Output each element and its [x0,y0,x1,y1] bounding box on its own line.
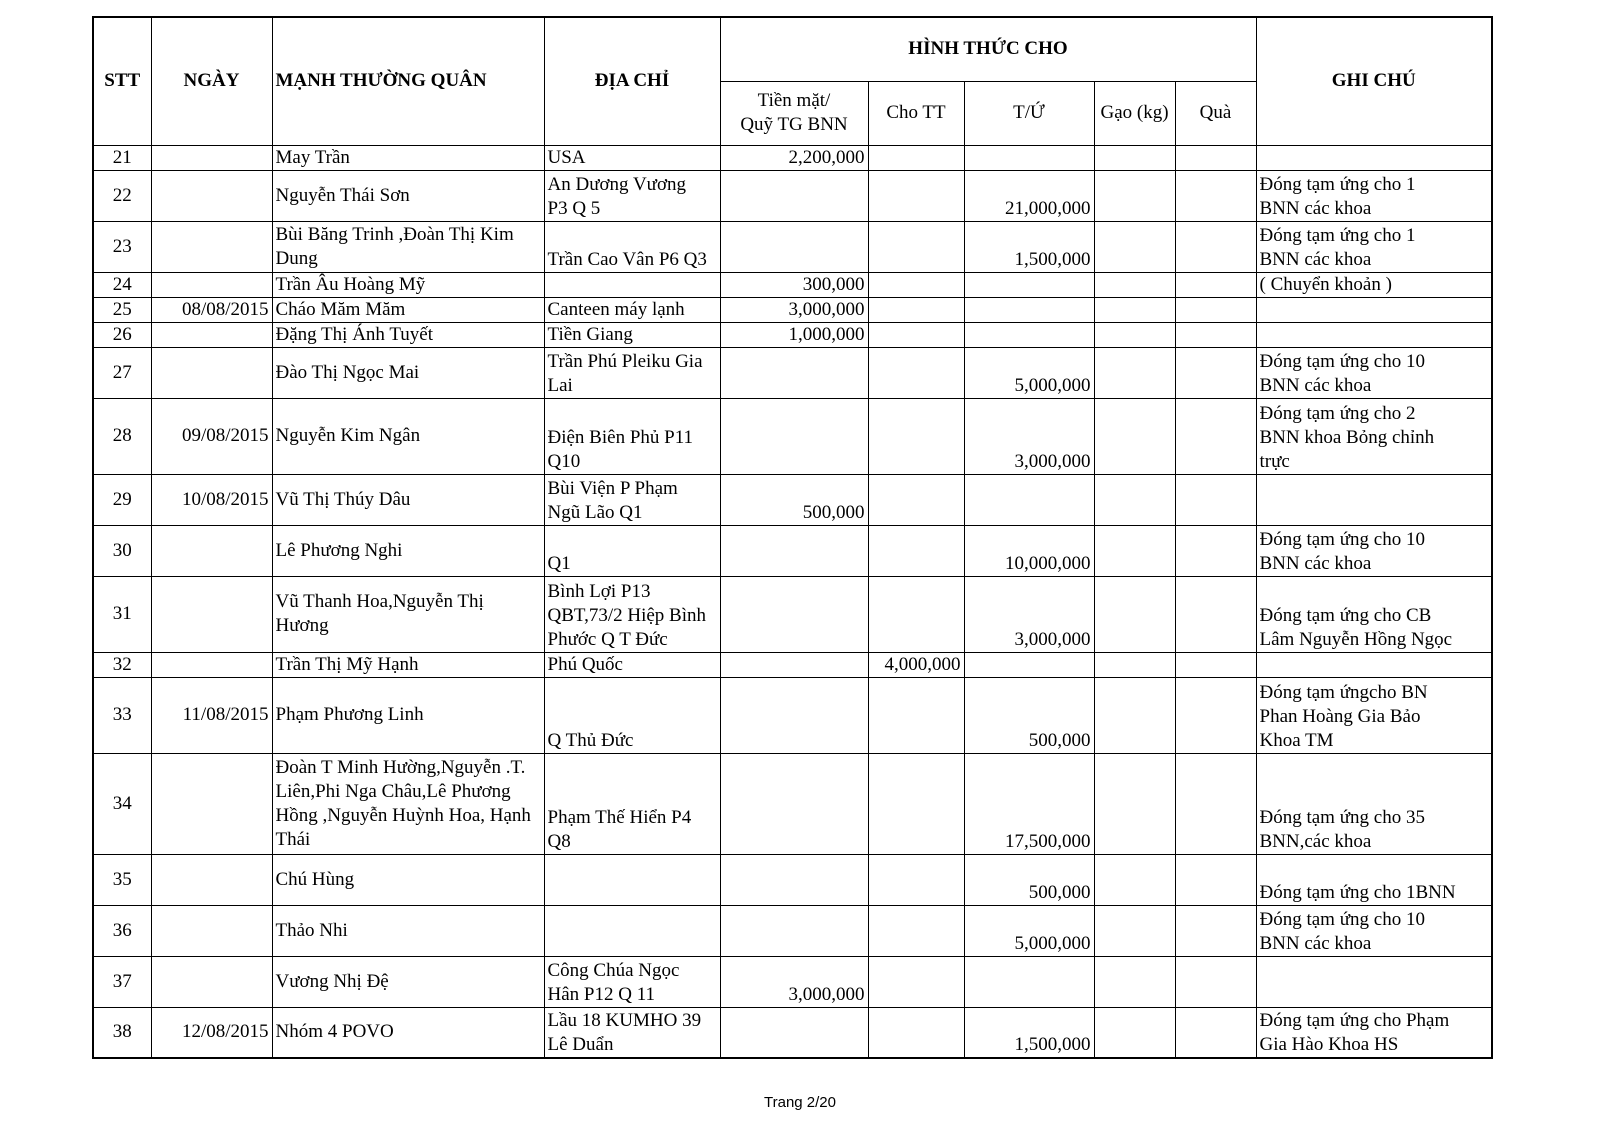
cell-qua [1175,221,1256,272]
cell-manh-thuong-quan: Vũ Thị Thúy Dâu [272,474,544,525]
cell-stt: 29 [93,474,151,525]
cell-gao [1094,854,1175,905]
cell-cho-tt [868,170,964,221]
cell-gao [1094,652,1175,677]
cell-ngay [151,170,272,221]
cell-manh-thuong-quan: Thảo Nhi [272,905,544,956]
table-body [93,145,1492,1058]
cell-manh-thuong-quan: Đặng Thị Ánh Tuyết [272,322,544,347]
cell-stt: 31 [93,576,151,652]
cell-cho-tt [868,753,964,854]
table-row [93,221,1492,272]
cell-ghi-chu [1256,956,1492,1007]
cell-stt: 25 [93,297,151,322]
cell-tien-mat [720,347,868,398]
cell-qua [1175,854,1256,905]
cell-ghi-chu [1256,474,1492,525]
cell-gao [1094,272,1175,297]
header-ghi-chu: GHI CHÚ [1256,17,1492,145]
cell-ghi-chu: Đóng tạm ứngcho BN Phan Hoàng Gia Bảo Khoa TM [1256,677,1492,753]
cell-tu [964,652,1094,677]
cell-stt: 21 [93,145,151,170]
header-qua: Quà [1175,81,1256,145]
cell-stt: 28 [93,398,151,474]
cell-tien-mat [720,905,868,956]
cell-cho-tt: 4,000,000 [868,652,964,677]
cell-stt: 27 [93,347,151,398]
cell-qua [1175,677,1256,753]
cell-tien-mat [720,221,868,272]
cell-qua [1175,322,1256,347]
cell-ghi-chu: Đóng tạm ứng cho Phạm Gia Hào Khoa HS [1256,1007,1492,1058]
cell-tien-mat: 3,000,000 [720,297,868,322]
cell-dia-chi: An Dương Vương P3 Q 5 [544,170,720,221]
cell-manh-thuong-quan: Nguyễn Kim Ngân [272,398,544,474]
cell-tien-mat [720,1007,868,1058]
cell-cho-tt [868,221,964,272]
cell-stt: 26 [93,322,151,347]
cell-ghi-chu: Đóng tạm ứng cho CB Lâm Nguyễn Hồng Ngọc [1256,576,1492,652]
cell-tu [964,474,1094,525]
donation-table [92,16,1493,1059]
cell-manh-thuong-quan: Đoàn T Minh Hường,Nguyễn .T. Liên,Phi Nga Châu,Lê Phương Hồng ,Nguyễn Huỳnh Hoa, Hạnh Thái [272,753,544,854]
cell-dia-chi: Q1 [544,525,720,576]
cell-dia-chi [544,272,720,297]
cell-dia-chi: Bình Lợi P13 QBT,73/2 Hiệp Bình Phước Q T Đức [544,576,720,652]
table-row [93,525,1492,576]
cell-tien-mat: 300,000 [720,272,868,297]
cell-tien-mat [720,170,868,221]
cell-cho-tt [868,347,964,398]
cell-ngay [151,525,272,576]
cell-ngay [151,347,272,398]
table-row [93,753,1492,854]
cell-cho-tt [868,905,964,956]
cell-dia-chi: Phạm Thế Hiển P4 Q8 [544,753,720,854]
cell-manh-thuong-quan: Vũ Thanh Hoa,Nguyễn Thị Hương [272,576,544,652]
header-cho-tt: Cho TT [868,81,964,145]
cell-ngay: 09/08/2015 [151,398,272,474]
cell-manh-thuong-quan: May Trần [272,145,544,170]
cell-tu: 3,000,000 [964,576,1094,652]
cell-tien-mat [720,753,868,854]
table-row [93,474,1492,525]
cell-ngay [151,956,272,1007]
cell-ghi-chu: Đóng tạm ứng cho 1 BNN các khoa [1256,221,1492,272]
cell-stt: 35 [93,854,151,905]
cell-cho-tt [868,525,964,576]
table-row [93,652,1492,677]
cell-cho-tt [868,677,964,753]
cell-qua [1175,652,1256,677]
cell-ghi-chu: Đóng tạm ứng cho 2 BNN khoa Bỏng chỉnh trực [1256,398,1492,474]
cell-cho-tt [868,272,964,297]
table-header [93,17,1492,145]
cell-cho-tt [868,398,964,474]
cell-cho-tt [868,474,964,525]
cell-ghi-chu [1256,297,1492,322]
cell-tien-mat [720,652,868,677]
cell-ngay [151,576,272,652]
table-row [93,956,1492,1007]
cell-cho-tt [868,956,964,1007]
cell-tu: 500,000 [964,854,1094,905]
cell-tu [964,297,1094,322]
cell-tu [964,145,1094,170]
cell-gao [1094,297,1175,322]
cell-gao [1094,145,1175,170]
cell-dia-chi: Canteen máy lạnh [544,297,720,322]
cell-ngay [151,272,272,297]
cell-ghi-chu [1256,145,1492,170]
cell-stt: 33 [93,677,151,753]
table-row [93,905,1492,956]
cell-gao [1094,677,1175,753]
table-row [93,272,1492,297]
cell-ghi-chu: Đóng tạm ứng cho 1 BNN các khoa [1256,170,1492,221]
page-number: Trang 2/20 [764,1094,836,1111]
cell-ngay [151,221,272,272]
cell-dia-chi: Công Chúa Ngọc Hân P12 Q 11 [544,956,720,1007]
cell-gao [1094,398,1175,474]
cell-tien-mat [720,854,868,905]
cell-qua [1175,347,1256,398]
cell-ngay [151,854,272,905]
cell-dia-chi: Q Thủ Đức [544,677,720,753]
cell-qua [1175,576,1256,652]
table-row [93,398,1492,474]
cell-gao [1094,576,1175,652]
cell-ngay: 12/08/2015 [151,1007,272,1058]
cell-tu: 1,500,000 [964,1007,1094,1058]
header-manh-thuong-quan: MẠNH THƯỜNG QUÂN [272,17,544,145]
cell-qua [1175,905,1256,956]
cell-dia-chi: Trần Cao Vân P6 Q3 [544,221,720,272]
cell-ghi-chu: Đóng tạm ứng cho 10 BNN các khoa [1256,905,1492,956]
cell-ghi-chu [1256,322,1492,347]
cell-cho-tt [868,297,964,322]
cell-manh-thuong-quan: Nguyễn Thái Sơn [272,170,544,221]
cell-tien-mat [720,525,868,576]
cell-ngay: 10/08/2015 [151,474,272,525]
cell-qua [1175,145,1256,170]
cell-tien-mat: 3,000,000 [720,956,868,1007]
header-gao: Gạo (kg) [1094,81,1175,145]
cell-cho-tt [868,1007,964,1058]
cell-tu: 5,000,000 [964,347,1094,398]
cell-dia-chi [544,905,720,956]
table-row [93,145,1492,170]
cell-gao [1094,221,1175,272]
cell-ngay [151,145,272,170]
cell-manh-thuong-quan: Nhóm 4 POVO [272,1007,544,1058]
cell-ghi-chu: ( Chuyển khoản ) [1256,272,1492,297]
cell-ghi-chu: Đóng tạm ứng cho 10 BNN các khoa [1256,347,1492,398]
cell-dia-chi: USA [544,145,720,170]
cell-tu: 17,500,000 [964,753,1094,854]
cell-tu: 5,000,000 [964,905,1094,956]
cell-ghi-chu: Đóng tạm ứng cho 10 BNN các khoa [1256,525,1492,576]
cell-stt: 22 [93,170,151,221]
cell-qua [1175,525,1256,576]
cell-tien-mat [720,677,868,753]
cell-qua [1175,474,1256,525]
table-row [93,297,1492,322]
cell-tien-mat [720,576,868,652]
cell-cho-tt [868,854,964,905]
cell-tu: 10,000,000 [964,525,1094,576]
header-stt: STT [93,17,151,145]
cell-stt: 24 [93,272,151,297]
cell-tien-mat: 500,000 [720,474,868,525]
cell-manh-thuong-quan: Lê Phương Nghi [272,525,544,576]
cell-ngay [151,652,272,677]
cell-gao [1094,347,1175,398]
cell-qua [1175,272,1256,297]
header-dia-chi: ĐỊA CHỈ [544,17,720,145]
cell-manh-thuong-quan: Vương Nhị Đệ [272,956,544,1007]
cell-ghi-chu: Đóng tạm ứng cho 35 BNN,các khoa [1256,753,1492,854]
table-row [93,170,1492,221]
cell-ghi-chu: Đóng tạm ứng cho 1BNN [1256,854,1492,905]
cell-gao [1094,1007,1175,1058]
cell-qua [1175,398,1256,474]
table-row [93,322,1492,347]
cell-ngay [151,905,272,956]
cell-cho-tt [868,576,964,652]
cell-gao [1094,956,1175,1007]
cell-manh-thuong-quan: Trần Thị Mỹ Hạnh [272,652,544,677]
cell-qua [1175,170,1256,221]
cell-cho-tt [868,322,964,347]
cell-dia-chi [544,854,720,905]
table-row [93,1007,1492,1058]
cell-tu: 21,000,000 [964,170,1094,221]
cell-stt: 36 [93,905,151,956]
cell-dia-chi: Tiền Giang [544,322,720,347]
cell-manh-thuong-quan: Bùi Băng Trinh ,Đoàn Thị Kim Dung [272,221,544,272]
cell-gao [1094,753,1175,854]
cell-stt: 34 [93,753,151,854]
cell-stt: 37 [93,956,151,1007]
cell-gao [1094,525,1175,576]
cell-tien-mat [720,398,868,474]
cell-tu [964,272,1094,297]
cell-stt: 32 [93,652,151,677]
cell-tu: 3,000,000 [964,398,1094,474]
cell-tien-mat: 2,200,000 [720,145,868,170]
cell-gao [1094,170,1175,221]
cell-ngay: 11/08/2015 [151,677,272,753]
cell-manh-thuong-quan: Cháo Măm Măm [272,297,544,322]
cell-tien-mat: 1,000,000 [720,322,868,347]
cell-gao [1094,322,1175,347]
cell-stt: 30 [93,525,151,576]
cell-ngay [151,753,272,854]
cell-tu [964,322,1094,347]
cell-cho-tt [868,145,964,170]
table-row [93,677,1492,753]
cell-dia-chi: Trần Phú Pleiku Gia Lai [544,347,720,398]
header-tien-mat: Tiền mặt/ Quỹ TG BNN [720,81,868,145]
table-row [93,854,1492,905]
cell-ghi-chu [1256,652,1492,677]
header-ngay: NGÀY [151,17,272,145]
header-hinh-thuc-cho: HÌNH THỨC CHO [720,17,1256,81]
cell-manh-thuong-quan: Phạm Phương Linh [272,677,544,753]
cell-tu [964,956,1094,1007]
cell-qua [1175,753,1256,854]
cell-manh-thuong-quan: Chú Hùng [272,854,544,905]
cell-gao [1094,905,1175,956]
table-row [93,576,1492,652]
cell-qua [1175,1007,1256,1058]
cell-dia-chi: Lầu 18 KUMHO 39 Lê Duẩn [544,1007,720,1058]
cell-gao [1094,474,1175,525]
cell-stt: 23 [93,221,151,272]
cell-tu: 500,000 [964,677,1094,753]
cell-tu: 1,500,000 [964,221,1094,272]
cell-manh-thuong-quan: Đào Thị Ngọc Mai [272,347,544,398]
cell-manh-thuong-quan: Trần Âu Hoàng Mỹ [272,272,544,297]
cell-stt: 38 [93,1007,151,1058]
cell-dia-chi: Phú Quốc [544,652,720,677]
cell-qua [1175,297,1256,322]
cell-qua [1175,956,1256,1007]
cell-ngay [151,322,272,347]
cell-dia-chi: Điện Biên Phủ P11 Q10 [544,398,720,474]
table-row [93,347,1492,398]
cell-ngay: 08/08/2015 [151,297,272,322]
cell-dia-chi: Bùi Viện P Phạm Ngũ Lão Q1 [544,474,720,525]
header-tu: T/Ứ [964,81,1094,145]
